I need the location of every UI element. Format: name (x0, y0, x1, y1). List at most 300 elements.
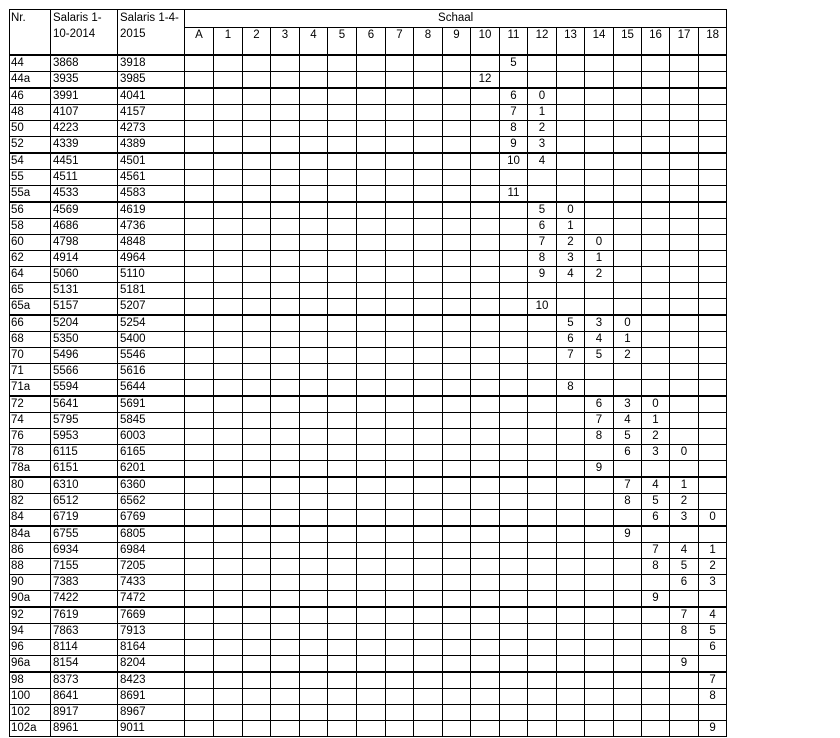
scale-cell-13 (557, 477, 585, 494)
scale-cell-18 (699, 396, 727, 413)
scale-cell-8 (414, 88, 443, 105)
row-salaris-2014: 5060 (51, 267, 118, 283)
scale-cell-15 (614, 607, 642, 624)
scale-cell-6 (357, 88, 386, 105)
scale-cell-16 (642, 705, 670, 721)
row-nr: 90 (10, 575, 51, 591)
scale-cell-1 (214, 121, 243, 137)
scale-cell-16 (642, 380, 670, 397)
scale-cell-14: 5 (585, 348, 614, 364)
scale-cell-12 (528, 559, 557, 575)
scale-cell-12 (528, 624, 557, 640)
scale-cell-11 (500, 461, 528, 478)
scale-cell-15 (614, 543, 642, 559)
scale-cell-17 (670, 235, 699, 251)
scale-cell-7 (386, 396, 414, 413)
scale-cell-A (185, 283, 214, 299)
scale-cell-2 (243, 705, 271, 721)
row-nr: 52 (10, 137, 51, 154)
scale-cell-6 (357, 348, 386, 364)
scale-cell-5 (328, 251, 357, 267)
scale-cell-11 (500, 202, 528, 219)
scale-cell-17 (670, 251, 699, 267)
scale-cell-15 (614, 186, 642, 203)
scale-cell-8 (414, 413, 443, 429)
scale-cell-1 (214, 721, 243, 737)
scale-cell-13 (557, 55, 585, 72)
scale-cell-13 (557, 429, 585, 445)
scale-cell-9 (443, 72, 471, 89)
header-row (10, 10, 727, 28)
scale-cell-4 (300, 445, 328, 461)
scale-cell-11: 9 (500, 137, 528, 154)
scale-cell-1 (214, 461, 243, 478)
scale-cell-2 (243, 607, 271, 624)
scale-cell-17 (670, 121, 699, 137)
scale-cell-1 (214, 186, 243, 203)
scale-cell-17 (670, 219, 699, 235)
scale-cell-7 (386, 413, 414, 429)
scale-cell-14 (585, 88, 614, 105)
scale-cell-16 (642, 170, 670, 186)
scale-cell-7 (386, 72, 414, 89)
scale-cell-5 (328, 559, 357, 575)
scale-cell-8 (414, 429, 443, 445)
scale-cell-13 (557, 445, 585, 461)
scale-cell-2 (243, 364, 271, 380)
scale-cell-16 (642, 235, 670, 251)
scale-cell-18: 4 (699, 607, 727, 624)
row-nr: 50 (10, 121, 51, 137)
row-salaris-2014: 7619 (51, 607, 118, 624)
scale-cell-15 (614, 137, 642, 154)
scale-cell-12 (528, 607, 557, 624)
scale-cell-15 (614, 202, 642, 219)
scale-cell-10 (471, 429, 500, 445)
scale-cell-10 (471, 607, 500, 624)
scale-cell-5 (328, 72, 357, 89)
scale-cell-11 (500, 607, 528, 624)
scale-cell-10 (471, 380, 500, 397)
scale-cell-17: 4 (670, 543, 699, 559)
scale-cell-4 (300, 170, 328, 186)
scale-cell-18: 2 (699, 559, 727, 575)
scale-cell-12 (528, 591, 557, 608)
scale-cell-4 (300, 186, 328, 203)
scale-cell-3 (271, 251, 300, 267)
scale-cell-13 (557, 591, 585, 608)
scale-cell-15 (614, 219, 642, 235)
row-nr: 88 (10, 559, 51, 575)
scale-cell-2 (243, 332, 271, 348)
scale-cell-3 (271, 494, 300, 510)
scale-cell-A (185, 656, 214, 673)
scale-cell-17: 3 (670, 510, 699, 527)
scale-cell-6 (357, 55, 386, 72)
scale-cell-2 (243, 526, 271, 543)
scale-cell-7 (386, 477, 414, 494)
scale-cell-11 (500, 721, 528, 737)
scale-cell-1 (214, 267, 243, 283)
scale-cell-1 (214, 283, 243, 299)
scale-header-3: 3 (271, 28, 300, 56)
scale-cell-6 (357, 235, 386, 251)
scale-cell-13: 6 (557, 332, 585, 348)
scale-cell-4 (300, 299, 328, 316)
table-row (10, 559, 727, 575)
scale-cell-7 (386, 494, 414, 510)
scale-cell-17: 6 (670, 575, 699, 591)
row-salaris-2014: 5594 (51, 380, 118, 397)
row-salaris-2014: 4511 (51, 170, 118, 186)
scale-cell-18 (699, 526, 727, 543)
scale-cell-A (185, 364, 214, 380)
scale-cell-18 (699, 267, 727, 283)
row-nr: 76 (10, 429, 51, 445)
scale-cell-3 (271, 380, 300, 397)
scale-cell-12 (528, 510, 557, 527)
scale-cell-3 (271, 689, 300, 705)
scale-cell-6 (357, 624, 386, 640)
scale-cell-11 (500, 672, 528, 689)
scale-cell-7 (386, 219, 414, 235)
scale-cell-3 (271, 672, 300, 689)
table-row (10, 429, 727, 445)
scale-cell-17 (670, 55, 699, 72)
scale-cell-13 (557, 413, 585, 429)
scale-cell-16 (642, 721, 670, 737)
scale-cell-11: 11 (500, 186, 528, 203)
scale-cell-15 (614, 88, 642, 105)
scale-cell-4 (300, 494, 328, 510)
scale-cell-9 (443, 689, 471, 705)
scale-cell-7 (386, 721, 414, 737)
scale-cell-6 (357, 315, 386, 332)
scale-cell-14 (585, 105, 614, 121)
scale-cell-9 (443, 380, 471, 397)
scale-cell-2 (243, 429, 271, 445)
scale-cell-17 (670, 170, 699, 186)
scale-cell-7 (386, 380, 414, 397)
scale-cell-12 (528, 186, 557, 203)
scale-cell-4 (300, 543, 328, 559)
scale-cell-3 (271, 332, 300, 348)
scale-cell-12: 2 (528, 121, 557, 137)
scale-cell-7 (386, 55, 414, 72)
table-row (10, 235, 727, 251)
scale-cell-9 (443, 332, 471, 348)
scale-cell-8 (414, 170, 443, 186)
row-salaris-2014: 6115 (51, 445, 118, 461)
scale-cell-12 (528, 413, 557, 429)
scale-cell-9 (443, 170, 471, 186)
scale-cell-8 (414, 202, 443, 219)
scale-cell-15: 1 (614, 332, 642, 348)
scale-cell-9 (443, 559, 471, 575)
scale-cell-13 (557, 170, 585, 186)
row-nr: 102a (10, 721, 51, 737)
scale-cell-9 (443, 251, 471, 267)
scale-cell-9 (443, 202, 471, 219)
scale-cell-8 (414, 461, 443, 478)
row-salaris-2015: 5691 (118, 396, 185, 413)
scale-cell-11 (500, 559, 528, 575)
scale-cell-4 (300, 137, 328, 154)
scale-cell-10 (471, 559, 500, 575)
scale-cell-1 (214, 705, 243, 721)
scale-cell-11 (500, 624, 528, 640)
scale-cell-17 (670, 672, 699, 689)
scale-cell-10 (471, 348, 500, 364)
scale-cell-17: 8 (670, 624, 699, 640)
scale-cell-18 (699, 55, 727, 72)
scale-cell-9 (443, 494, 471, 510)
scale-cell-5 (328, 153, 357, 170)
scale-cell-A (185, 219, 214, 235)
scale-cell-15 (614, 364, 642, 380)
scale-cell-16 (642, 299, 670, 316)
scale-cell-7 (386, 510, 414, 527)
scale-cell-10 (471, 689, 500, 705)
row-salaris-2015: 6984 (118, 543, 185, 559)
scale-cell-13 (557, 640, 585, 656)
scale-cell-15: 3 (614, 396, 642, 413)
scale-cell-12: 10 (528, 299, 557, 316)
scale-cell-9 (443, 721, 471, 737)
scale-cell-6 (357, 445, 386, 461)
scale-cell-15 (614, 575, 642, 591)
scale-cell-5 (328, 332, 357, 348)
scale-cell-3 (271, 105, 300, 121)
row-salaris-2014: 4569 (51, 202, 118, 219)
scale-cell-14 (585, 219, 614, 235)
scale-cell-17 (670, 105, 699, 121)
table-row (10, 299, 727, 316)
scale-cell-1 (214, 624, 243, 640)
row-salaris-2014: 5157 (51, 299, 118, 316)
scale-cell-12 (528, 721, 557, 737)
scale-cell-1 (214, 170, 243, 186)
scale-header-9: 9 (443, 28, 471, 56)
scale-cell-4 (300, 251, 328, 267)
scale-header-10: 10 (471, 28, 500, 56)
scale-cell-9 (443, 656, 471, 673)
scale-cell-2 (243, 235, 271, 251)
row-nr: 60 (10, 235, 51, 251)
scale-cell-16 (642, 202, 670, 219)
scale-cell-16: 9 (642, 591, 670, 608)
scale-cell-13: 1 (557, 219, 585, 235)
scale-cell-1 (214, 510, 243, 527)
row-nr: 71 (10, 364, 51, 380)
row-salaris-2014: 8114 (51, 640, 118, 656)
scale-cell-1 (214, 332, 243, 348)
scale-cell-3 (271, 235, 300, 251)
scale-cell-17 (670, 267, 699, 283)
scale-cell-10 (471, 575, 500, 591)
scale-cell-10 (471, 705, 500, 721)
scale-cell-10 (471, 55, 500, 72)
scale-cell-10 (471, 153, 500, 170)
row-salaris-2015: 5254 (118, 315, 185, 332)
scale-cell-14: 7 (585, 413, 614, 429)
scale-cell-3 (271, 575, 300, 591)
scale-cell-12 (528, 672, 557, 689)
scale-cell-14 (585, 575, 614, 591)
scale-cell-7 (386, 559, 414, 575)
scale-cell-3 (271, 705, 300, 721)
row-salaris-2015: 8967 (118, 705, 185, 721)
scale-cell-1 (214, 396, 243, 413)
row-salaris-2015: 5181 (118, 283, 185, 299)
row-salaris-2015: 4157 (118, 105, 185, 121)
scale-cell-13 (557, 494, 585, 510)
scale-cell-15 (614, 721, 642, 737)
scale-cell-6 (357, 364, 386, 380)
scale-cell-10 (471, 591, 500, 608)
row-salaris-2014: 4798 (51, 235, 118, 251)
scale-cell-18 (699, 105, 727, 121)
scale-cell-5 (328, 575, 357, 591)
scale-cell-4 (300, 88, 328, 105)
row-salaris-2014: 8961 (51, 721, 118, 737)
scale-cell-15 (614, 656, 642, 673)
scale-cell-11 (500, 429, 528, 445)
scale-cell-12 (528, 640, 557, 656)
row-salaris-2015: 7205 (118, 559, 185, 575)
scale-cell-4 (300, 332, 328, 348)
scale-cell-9 (443, 510, 471, 527)
scale-cell-14 (585, 672, 614, 689)
scale-cell-9 (443, 364, 471, 380)
row-nr: 96 (10, 640, 51, 656)
scale-cell-18: 1 (699, 543, 727, 559)
scale-cell-13 (557, 526, 585, 543)
scale-cell-14 (585, 170, 614, 186)
scale-cell-17 (670, 315, 699, 332)
scale-cell-17 (670, 429, 699, 445)
scale-cell-6 (357, 510, 386, 527)
scale-cell-17 (670, 591, 699, 608)
scale-cell-16 (642, 72, 670, 89)
scale-cell-9 (443, 543, 471, 559)
scale-cell-A (185, 721, 214, 737)
scale-cell-3 (271, 640, 300, 656)
scale-cell-8 (414, 219, 443, 235)
row-salaris-2015: 4389 (118, 137, 185, 154)
scale-cell-17 (670, 640, 699, 656)
row-salaris-2014: 4339 (51, 137, 118, 154)
scale-cell-5 (328, 186, 357, 203)
scale-cell-14 (585, 137, 614, 154)
scale-cell-16 (642, 153, 670, 170)
scale-cell-6 (357, 591, 386, 608)
scale-cell-12 (528, 72, 557, 89)
scale-cell-10 (471, 299, 500, 316)
scale-cell-9 (443, 348, 471, 364)
scale-cell-3 (271, 461, 300, 478)
scale-cell-11 (500, 413, 528, 429)
table-row (10, 510, 727, 527)
scale-cell-12: 8 (528, 251, 557, 267)
scale-cell-1 (214, 348, 243, 364)
scale-cell-13 (557, 461, 585, 478)
scale-cell-10 (471, 283, 500, 299)
scale-cell-2 (243, 591, 271, 608)
row-salaris-2015: 6769 (118, 510, 185, 527)
scale-cell-8 (414, 153, 443, 170)
scale-cell-12 (528, 380, 557, 397)
scale-cell-6 (357, 559, 386, 575)
scale-cell-10 (471, 526, 500, 543)
scale-cell-2 (243, 396, 271, 413)
scale-cell-11 (500, 348, 528, 364)
row-nr: 90a (10, 591, 51, 608)
scale-cell-6 (357, 640, 386, 656)
scale-cell-17 (670, 137, 699, 154)
scale-cell-4 (300, 607, 328, 624)
scale-cell-7 (386, 640, 414, 656)
scale-cell-7 (386, 121, 414, 137)
scale-cell-8 (414, 267, 443, 283)
scale-cell-8 (414, 689, 443, 705)
scale-cell-10 (471, 494, 500, 510)
scale-cell-2 (243, 510, 271, 527)
scale-cell-A (185, 591, 214, 608)
scale-cell-12 (528, 429, 557, 445)
scale-header-15: 15 (614, 28, 642, 56)
scale-cell-16 (642, 121, 670, 137)
scale-cell-14 (585, 656, 614, 673)
scale-cell-15 (614, 153, 642, 170)
scale-cell-16 (642, 624, 670, 640)
scale-cell-12: 3 (528, 137, 557, 154)
scale-cell-2 (243, 721, 271, 737)
scale-cell-5 (328, 445, 357, 461)
scale-cell-16 (642, 364, 670, 380)
scale-cell-18 (699, 364, 727, 380)
scale-cell-3 (271, 510, 300, 527)
table-row (10, 364, 727, 380)
scale-cell-13: 8 (557, 380, 585, 397)
scale-header-14: 14 (585, 28, 614, 56)
scale-cell-11 (500, 267, 528, 283)
scale-cell-7 (386, 705, 414, 721)
scale-cell-11: 8 (500, 121, 528, 137)
scale-cell-6 (357, 461, 386, 478)
scale-cell-A (185, 380, 214, 397)
scale-cell-2 (243, 656, 271, 673)
scale-cell-11: 5 (500, 55, 528, 72)
scale-cell-14 (585, 477, 614, 494)
table-row (10, 494, 727, 510)
scale-cell-11 (500, 72, 528, 89)
scale-cell-6 (357, 429, 386, 445)
scale-cell-6 (357, 689, 386, 705)
scale-header-13: 13 (557, 28, 585, 56)
scale-cell-12: 0 (528, 88, 557, 105)
scale-cell-7 (386, 429, 414, 445)
scale-cell-3 (271, 202, 300, 219)
scale-cell-12 (528, 494, 557, 510)
scale-cell-3 (271, 219, 300, 235)
scale-cell-6 (357, 575, 386, 591)
scale-cell-1 (214, 429, 243, 445)
scale-cell-4 (300, 559, 328, 575)
table-row (10, 591, 727, 608)
scale-cell-3 (271, 624, 300, 640)
scale-cell-8 (414, 543, 443, 559)
